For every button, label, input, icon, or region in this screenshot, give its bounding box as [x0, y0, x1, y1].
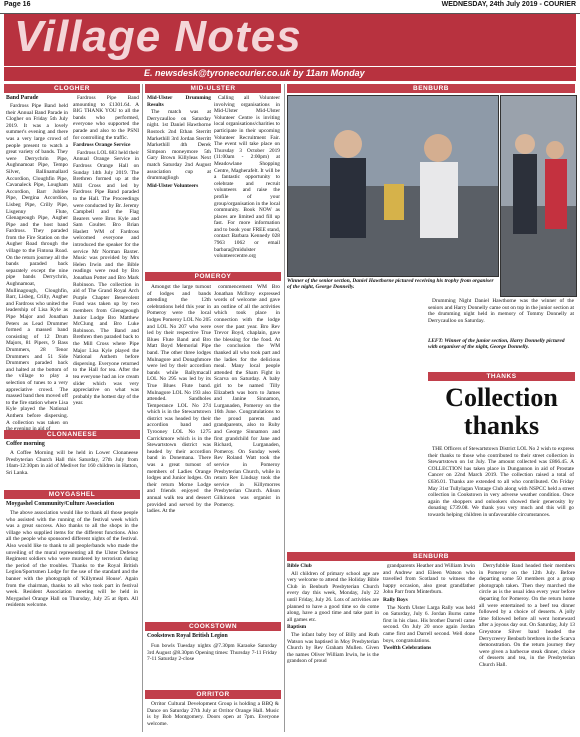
sub-moygashel: Moygashel Community/Culture Association: [6, 501, 115, 507]
heading-pomeroy: POMEROY: [145, 272, 281, 281]
sub-volunteers: Mid-Ulster Volunteers: [147, 182, 199, 189]
sub-royal-british-legion: Cookstown Royal British Legion: [147, 633, 228, 639]
moygashel-text: [6, 510, 138, 732]
orritor-text: [147, 701, 279, 733]
heading-mid-ulster: MID-ULSTER: [145, 84, 281, 93]
clonaneese-text: [6, 450, 138, 484]
drumming-paragraph: Drumming Night Daniel Hawthorne was the winner of the seniors and Harry Donnelly came out on top in the junior section at the drumming night held in memory of Tommy Donnelly at Derrycaulloo on Saturday.: [428, 298, 574, 324]
column-divider: [142, 84, 143, 732]
sub-baptism: Baptism: [287, 624, 307, 631]
heading-thanks: THANKS: [428, 372, 575, 381]
drumming-night-text: [428, 298, 574, 334]
bible-club-paragraph: All children of primary school age are very welcome to attend the Holiday Bible Club in Benburb Presbyterian Church every day this week, Monday, July 22 until Friday, July 26. Lots of activities are planned to have a good time so do come along, have a good time and take part in all games etc.: [287, 570, 379, 623]
email-bar: [4, 67, 576, 81]
pomeroy-text-col2: [214, 284, 280, 550]
heading-benburb-2: BENBURB: [287, 552, 575, 561]
sub-rally-boys: Rally Boys: [383, 596, 408, 603]
thanks-paragraph: THE Officers of Stewartstown District LOL No 2 wish to express their thanks to those who contributed to their street collection in Stewartstown on 1st July. The amount collected was £866.45. A COLLECTION has taken place in Dungannon in aid of Prostate Cancer on 22nd March 2019. The collection raised a total of £636.01. Thanks are extended to all who contributed. On Friday May 31st Tullylagan Vintage Club along with NSPCC held a street collection in Cookstown in very adverse weather condition. Once again the shoppers and onlookers showed their generosity by donating £739.08. We thank you very much and this will go towards helping children in unfavourable circumstances.: [428, 446, 574, 518]
page-number: Page 16: [4, 1, 31, 8]
collection-thanks-title: Collection thanks: [445, 383, 558, 440]
midulster-text-col1: [147, 95, 211, 267]
caption-senior: Winner of the senior section, Daniel Hawthorne pictured receiving his trophy from organiser of the night, George Donnelly.: [287, 278, 494, 291]
page-date: WEDNESDAY, 24th July 2019 - COURIER: [441, 1, 576, 8]
newsdesk-email: E. newsdesk@tyronecourier.co.uk by 11am Monday: [144, 68, 365, 78]
thanks-text: [428, 446, 574, 544]
baptism-paragraph: The infant baby boy of Billy and Ruth Watson was baptised in Moy Presbyterian Church by Rev Graham Mullen. Given the names Oliver William Irwin, he is the grandson of proud: [287, 631, 379, 665]
sub-drumming-results: Mid-Ulster Drumming Results: [147, 95, 211, 108]
benburb-text-col1: [287, 563, 379, 733]
sub-band-parade: Band Parade: [6, 95, 39, 101]
clonaneese-paragraph: A Coffee Morning will be held in Lower Clonaneese Presbyterian Church Hall this Saturday, 27th July from 10am-12:30pm in aid of Medivet for 160 children in Hatton, Sri Lanka.: [6, 450, 138, 476]
sub-orange-service: Fardross Orange Service: [73, 142, 131, 149]
photo-senior-winner: [287, 95, 499, 277]
pomeroy-paragraph: Amongst the large turnout of lodges and bands attending the 12th celebrations held this year in Pomeroy were the local lodges Pomeroy LOL No 205 and LOL No 207 who were led by their respective True Blues Flute Band and Bro Matt Boyd Memorial Pipe band. The other three lodges Mulnagore and Donaghmore were led by their accordion bands while Ballymacall LOL No 295 was led by its True Blues Flute band. Mulnagore LOL No 193 also attended. Sandholes Temperance LOL No 274 which is in the Stewartstown district was headed by their accordion band and Tyrooney LOL No 1275 Carrickmore which is in the Stewartstown district was headed by their accordion band in Donemana. There was a great turnout of members of Ladies Orange lodges and Junior lodges. On their return Morne Lodge and friends enjoyed the annual walk tea and dessert provided and served by the ladies. At the: [147, 284, 211, 515]
sub-bible-club: Bible Club: [287, 563, 312, 569]
section-banner: [4, 14, 576, 66]
orritor-paragraph: Orritor Cultural Development Group is holding a BBQ & Dance on Saturday 27th July at Orritor Orange Hall. Music is by Bob Montgomery. Doors open at 7pm. Everyone welcome.: [147, 701, 279, 727]
midulster-paragraph: The match was at Derrycaulloo on Saturday night. 1st Daniel Hawthorne Rostock 2nd Ethan Sterritt Markethill 3rd Jordan Sterritt Markethill 4th Derek Simpson moneymore 5th Gary Brown Killyleas Next match Saturday 2nd August association cup at drummagliogh: [147, 109, 211, 182]
photo-junior-winner: [500, 95, 577, 297]
clogher-paragraph-3: Fardross LOL 683 held their Annual Orange Service in Fardross Orange Hall on Sunday 14th July 2019. The Brethren formed up at the Mill Cross and led by Fardross Pipe Band paraded to the Hall. The Proceedings were conducted by Br. Jeremy Campbell and the Flag Bearers were Bros Kyle and Sam Coulter. Bro Brian Haslett WM of Fardross welcomed everyone and introduced the speaker for the service Mr Norman Baxter. Music was provided by Mrs Helen Irwin and the Bible readings were read by Bro Jonathan Potter and Bro Mark Robinson. The collection in aid of The Grand Royal Arch Purple Chapter Benevolent Fund was taken up by two members from Glenageough Junior Lodge Bro Matthew McClung and Bro Luke Robinson. The Band and Brethren then paraded back to the Mill Cross where Pipe Major Lisa Kyle played the National Anthem before dispersing. Everyone returned to the Hall for tea. After the tea everyone had an ice cream slider which was very appreciative on what was probably the hottest day of the year.: [73, 149, 139, 407]
heading-moygashel: MOYGASHEL: [4, 490, 140, 499]
clogher-text-col1: [6, 103, 68, 425]
midulster-text-col2: [214, 95, 280, 267]
heading-cookstown: COOKSTOWN: [145, 622, 281, 631]
cookstown-text: [147, 643, 277, 685]
benburb-text-col2: [383, 563, 475, 733]
sub-twelfth: Twelfth Celebrations: [383, 645, 432, 652]
benburb-text-col3: [479, 563, 575, 733]
heading-clonaneese: CLONANEESE: [4, 430, 140, 439]
sub-coffee-morning: Coffee morning: [6, 441, 45, 447]
column-divider-2: [284, 84, 285, 732]
moygashel-paragraph: The above association would like to thank all those people who assisted with the running of the festival week which was a great success. Also thanks to all the shops in the village who supplied items for the different functions. Also all the people who sponsored different nights of the festival. Also would like to thank to all people/bands who made the unveiling of the mural representing all the Ulster Defence Regiment soldiers who were murdered by terrorism during the period of the troubles. Thanks to the Royal British Legion/Sportsmen Lodge for the use of the standard and the banner with the photograph of 'Killymeal House'. Again from the chairman, thanks to all who took part in festival week. Resident Association meeting will be held in Moygashel Orange Hall on Thursday, July 25 at 8pm. All residents welcome.: [6, 510, 138, 609]
heading-clogher: CLOGHER: [4, 84, 140, 93]
pomeroy-text-col1: [147, 284, 211, 550]
clogher-paragraph-2: Fardross Pipe Band amounting to £1301.64. A BIG THANK YOU to all the bands who performed, everyone who supported the parade and also to the PSNI for controlling the traffic.: [73, 95, 139, 141]
banner-title: Village Notes: [14, 12, 302, 61]
twelfth-paragraph: Derryfubble Band headed their members in Pomeroy on the 12th July. Before departing some 50 members got a group photograph taken. Then they marched the circle as is the usual idea every year before departing for Pomeroy. On the return home all were entertained to a beef tea dinner followed by a choice of desserts. A jolly time followed before all went homeward after a joyous day out. On Saturday, July 13 Greystone Silver band headed the Derrycreevy Benburb brethren in the Scarva demonstration. On the return journey they were given a barbecue steak dinner, choice of desserts and tea, in the Presbyterian Church Hall.: [479, 563, 575, 668]
caption-junior: LEFT: Winner of the junior section, Harry Donnelly pictured with organiser of the night, George Donnelly.: [428, 338, 565, 351]
heading-benburb: BENBURB: [287, 84, 575, 93]
rally-paragraph: The North Ulster Larga Rally was held on Saturday, July 6. Jordan Burns came first in his class. His brother Darrell came second. On July 20 once again Jordan came first and Darrell second. Well done boys, congratulations.: [383, 604, 475, 644]
grandparents-paragraph: grandparents Heather and William Irwin and Andrew and Eileen Watson who travelled from Scotland to witness the happy occasion, also great grandfather John Parr from Minterburn.: [383, 563, 475, 596]
pomeroy-paragraph-2: commencement WM Bro Jonathan McIlroy expressed words of welcome and gave an outline of all the activities which took place in connection with the lodge over the past year. Bro Rev Trevor Boyd, chaplain, gave the blessing for the food. At the conclusion the WM thanked all who took part and the ladies for the delicious meal. Many local people attended the Sham Fight in Scarva on Saturday. A baby girl to be named Tilly Elizabeth was born to James and Janine Sinnamon, Lurganaden, Pomeroy on the 16th June. Congratulations to the proud parents and grandparents, also to Ruby and George Sinnamon and first grandchild for Jane and Richard, Lurganaden, Pomeroy. On Sunday week Rev Roland Watt took the service in Pomeroy Presbyterian Church, while in return Rev Lindsay took the service in Killymorres Presbyterian Church. Alison Gilkinson was organist in Pomeroy.: [214, 284, 280, 508]
heading-orritor: ORRITOR: [145, 690, 281, 699]
clogher-text-col2: [73, 95, 139, 425]
clogher-paragraph: Fardross Pipe Band held their Annual Band Parade in Clogher on Friday 5th July 2019. It was a lovely summer's evening and there was a very large crowd of people present to watch a great variety of bands. They were Derrychrin Pipe, Aughnamoat Pipe, Tempo Silver, Ballinamallard Accordion, Cloughfin Pipe, Cavanaleck Pipe, Lougham Accordion, Barr Jubilee Pipe, Dergina Accordion, Lisbeg Pipe, Crilly Pipe, Lisgenny Flute, Glenageough Pipe, Augher Pipe and the host band Fardross. They paraded from the Fire Station on the Augher Road through the village to the Fintona Road. On the return journey all the bands paraded back separately except the nine pipe bands Derrychrin, Aughnamoat, Mullinagough, Cloughfin, Barr, Lisbeg, Crilly, Augher and Fardross who united the leadership of Lisa Kyle as Pipe Major and Jonathan Peters as Lead Drummer formed a massed band consisting of 12 Drum Majors, 81 Pipers, 9 Bass Drummers, 28 Tenor Drummers and 51 Side Drummers paraded back and halted at the bottom of the village to play a selection of tunes to a very appreciative crowd. The massed band then moved off to the fire station where Lisa Kyle played the National Anthem before dispersing. A collection was taken on: [6, 103, 68, 426]
cookstown-paragraph: Fun bowls Tuesday nights @7.30pm Karaoke Saturday 3rd August @8.30pm Opening times: Thursday 7-11 Friday 7-11 Saturday 2-close: [147, 643, 277, 663]
midulster-paragraph-2: Calling all Volunteer involving organisations in Mid-Ulster Mid-Ulster Volunteer Centre is inviting local organisations/charities to participate in their upcoming Volunteer Recruitment Fair. The event will take place on Thursday 3 October 2019 (11:00am - 2:00pm) at Meadowlane Shopping Centre, Magherafelt. It will be a fantastic opportunity to celebrate and recruit volunteers and raise the profile of your group/organisation in the local community. Book NOW as places are limited and fill up fast. For more information and to book your FREE stand, contact Barbara Kennedy 028 7963 1062 or email barbara@midulster volunteercentre.org: [214, 95, 280, 260]
